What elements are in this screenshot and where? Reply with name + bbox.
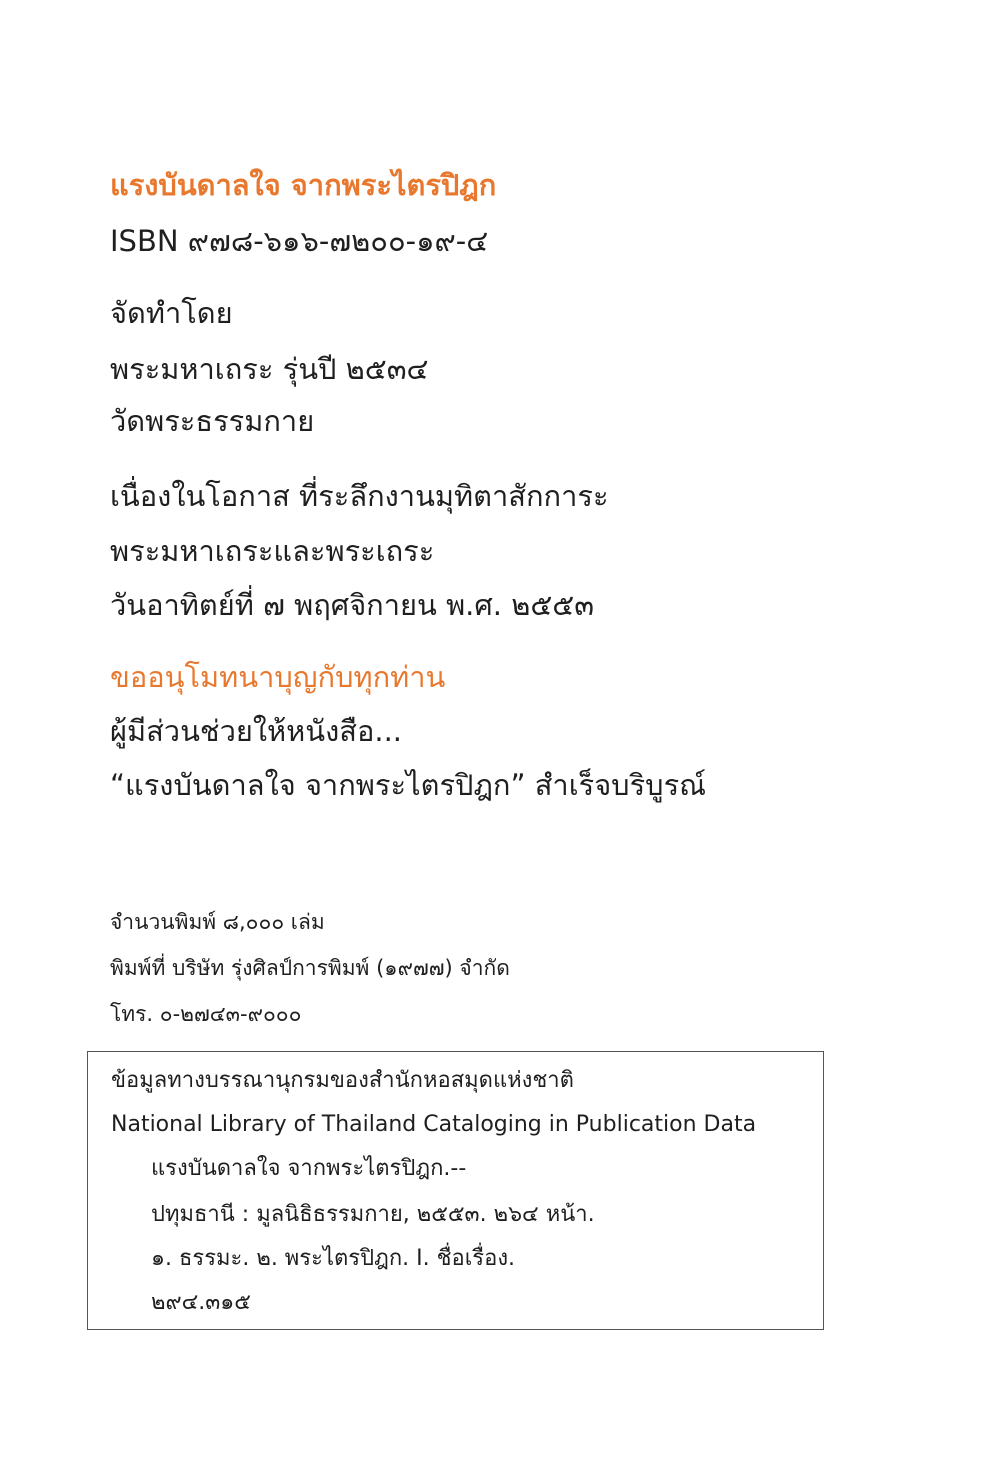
printer-name: พิมพ์ที่ บริษัท รุ่งศิลป์การพิมพ์ (๑๙๗๗) จำกัด [110, 956, 510, 980]
occasion-line-2: พระมหาเถระและพระเถระ [110, 534, 435, 568]
book-title: แรงบันดาลใจ จากพระไตรปิฎก [110, 168, 497, 202]
cataloging-data-box [87, 1051, 824, 1330]
thanks-line-2: “แรงบันดาลใจ จากพระไตรปิฎก” สำเร็จบริบูรณ์ [110, 768, 707, 802]
organizer-name: พระมหาเถระ รุ่นปี ๒๕๓๔ [110, 352, 429, 386]
catalog-subjects: ๑. ธรรมะ. ๒. พระไตรปิฎก. I. ชื่อเรื่อง. [151, 1246, 516, 1271]
catalog-heading-english: National Library of Thailand Cataloging in Publication Data [111, 1112, 757, 1137]
printer-phone: โทร. ๐-๒๗๔๓-๙๐๐๐ [110, 1002, 302, 1026]
organizer-label: จัดทำโดย [110, 296, 233, 330]
isbn: ISBN ๙๗๘-๖๑๖-๗๒๐๐-๑๙-๔ [110, 224, 489, 258]
catalog-entry-title: แรงบันดาลใจ จากพระไตรปิฎก.-- [151, 1156, 467, 1181]
thanks-line-1: ผู้มีส่วนช่วยให้หนังสือ... [110, 714, 403, 748]
occasion-line-3: วันอาทิตย์ที่ ๗ พฤศจิกายน พ.ศ. ๒๕๕๓ [110, 588, 595, 622]
catalog-classification: ๒๙๔.๓๑๕ [151, 1290, 251, 1315]
thanks-heading: ขออนุโมทนาบุญกับทุกท่าน [110, 660, 446, 694]
organizer-temple: วัดพระธรรมกาย [110, 404, 315, 438]
occasion-line-1: เนื่องในโอกาส ที่ระลึกงานมุทิตาสักการะ [110, 479, 609, 513]
print-copies: จำนวนพิมพ์ ๘,๐๐๐ เล่ม [110, 910, 325, 934]
catalog-heading-thai: ข้อมูลทางบรรณานุกรมของสำนักหอสมุดแห่งชาติ [111, 1068, 574, 1093]
catalog-imprint: ปทุมธานี : มูลนิธิธรรมกาย, ๒๕๕๓. ๒๖๔ หน้า. [151, 1202, 595, 1227]
